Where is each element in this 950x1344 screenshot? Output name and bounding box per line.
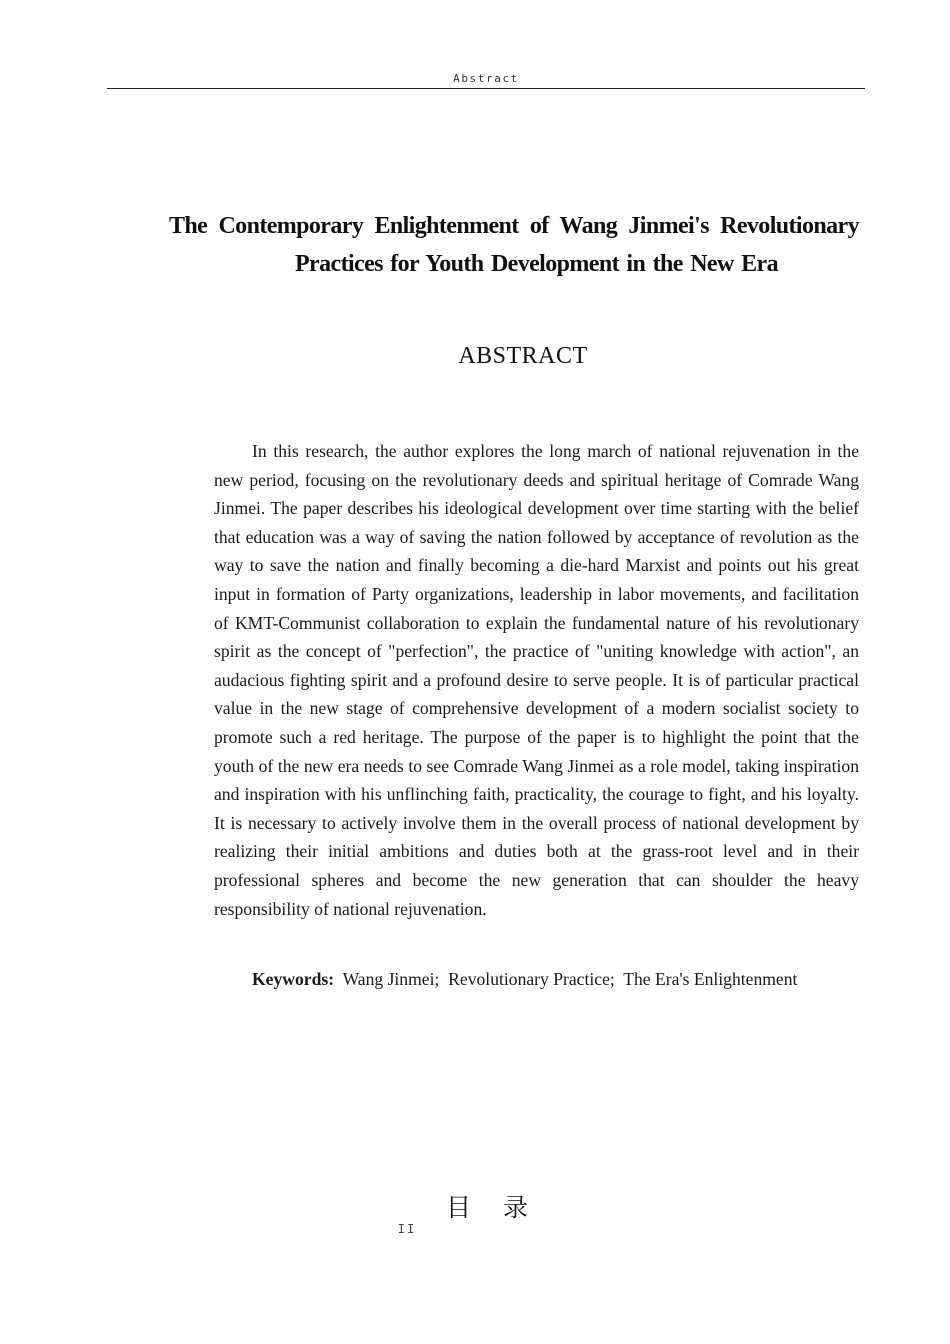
toc-heading: 目 录 [446,1193,540,1222]
running-header: Abstract [453,72,519,85]
abstract-body: In this research, the author explores the long march of national rejuvenation in the new period, focusing on the revolutionary deeds and spiritual heritage of Comrade Wang Jinmei. The paper describes his ideological development over time starting with the belief that education was a way of saving the nation followed by acceptance of revolution as the way to save the nation and finally becoming a die-hard Marxist and points out his great input in formation of Party organizations, leadership in labor movements, and facilitation of KMT-Communist collaboration to explain the fundamental nature of his revolutionary spirit as the concept of "perfection", the practice of "uniting knowledge with action", an audacious fighting spirit and a profound desire to serve people. It is of particular practical value in the new stage of comprehensive development of a modern socialist society to promote such a red heritage. The purpose of the paper is to highlight the point that the youth of the new era needs to see Comrade Wang Jinmei as a role model, taking inspiration and inspiration with his unflinching faith, practicality, the courage to fight, and his loyalty. It is necessary to actively involve them in the overall process of national development by realizing their initial ambitions and duties both at the grass-root level and in their professional spheres and become the new generation that can shoulder the heavy responsibility of national rejuvenation. [214,441,859,919]
keywords-line [252,965,892,993]
abstract-heading: ABSTRACT [458,343,588,369]
keywords-value: Wang Jinmei; Revolutionary Practice; The Era's Enlightenment [334,969,798,989]
keywords-label: Keywords: [252,969,335,989]
page-number: II [397,1222,417,1236]
paper-title-line-2: Practices for Youth Development in the New Era [295,251,778,277]
paper-title [169,207,859,283]
paper-title-line-1: The Contemporary Enlightenment of Wang Jinmei's Revolutionary [169,213,859,239]
header-rule [107,88,865,89]
